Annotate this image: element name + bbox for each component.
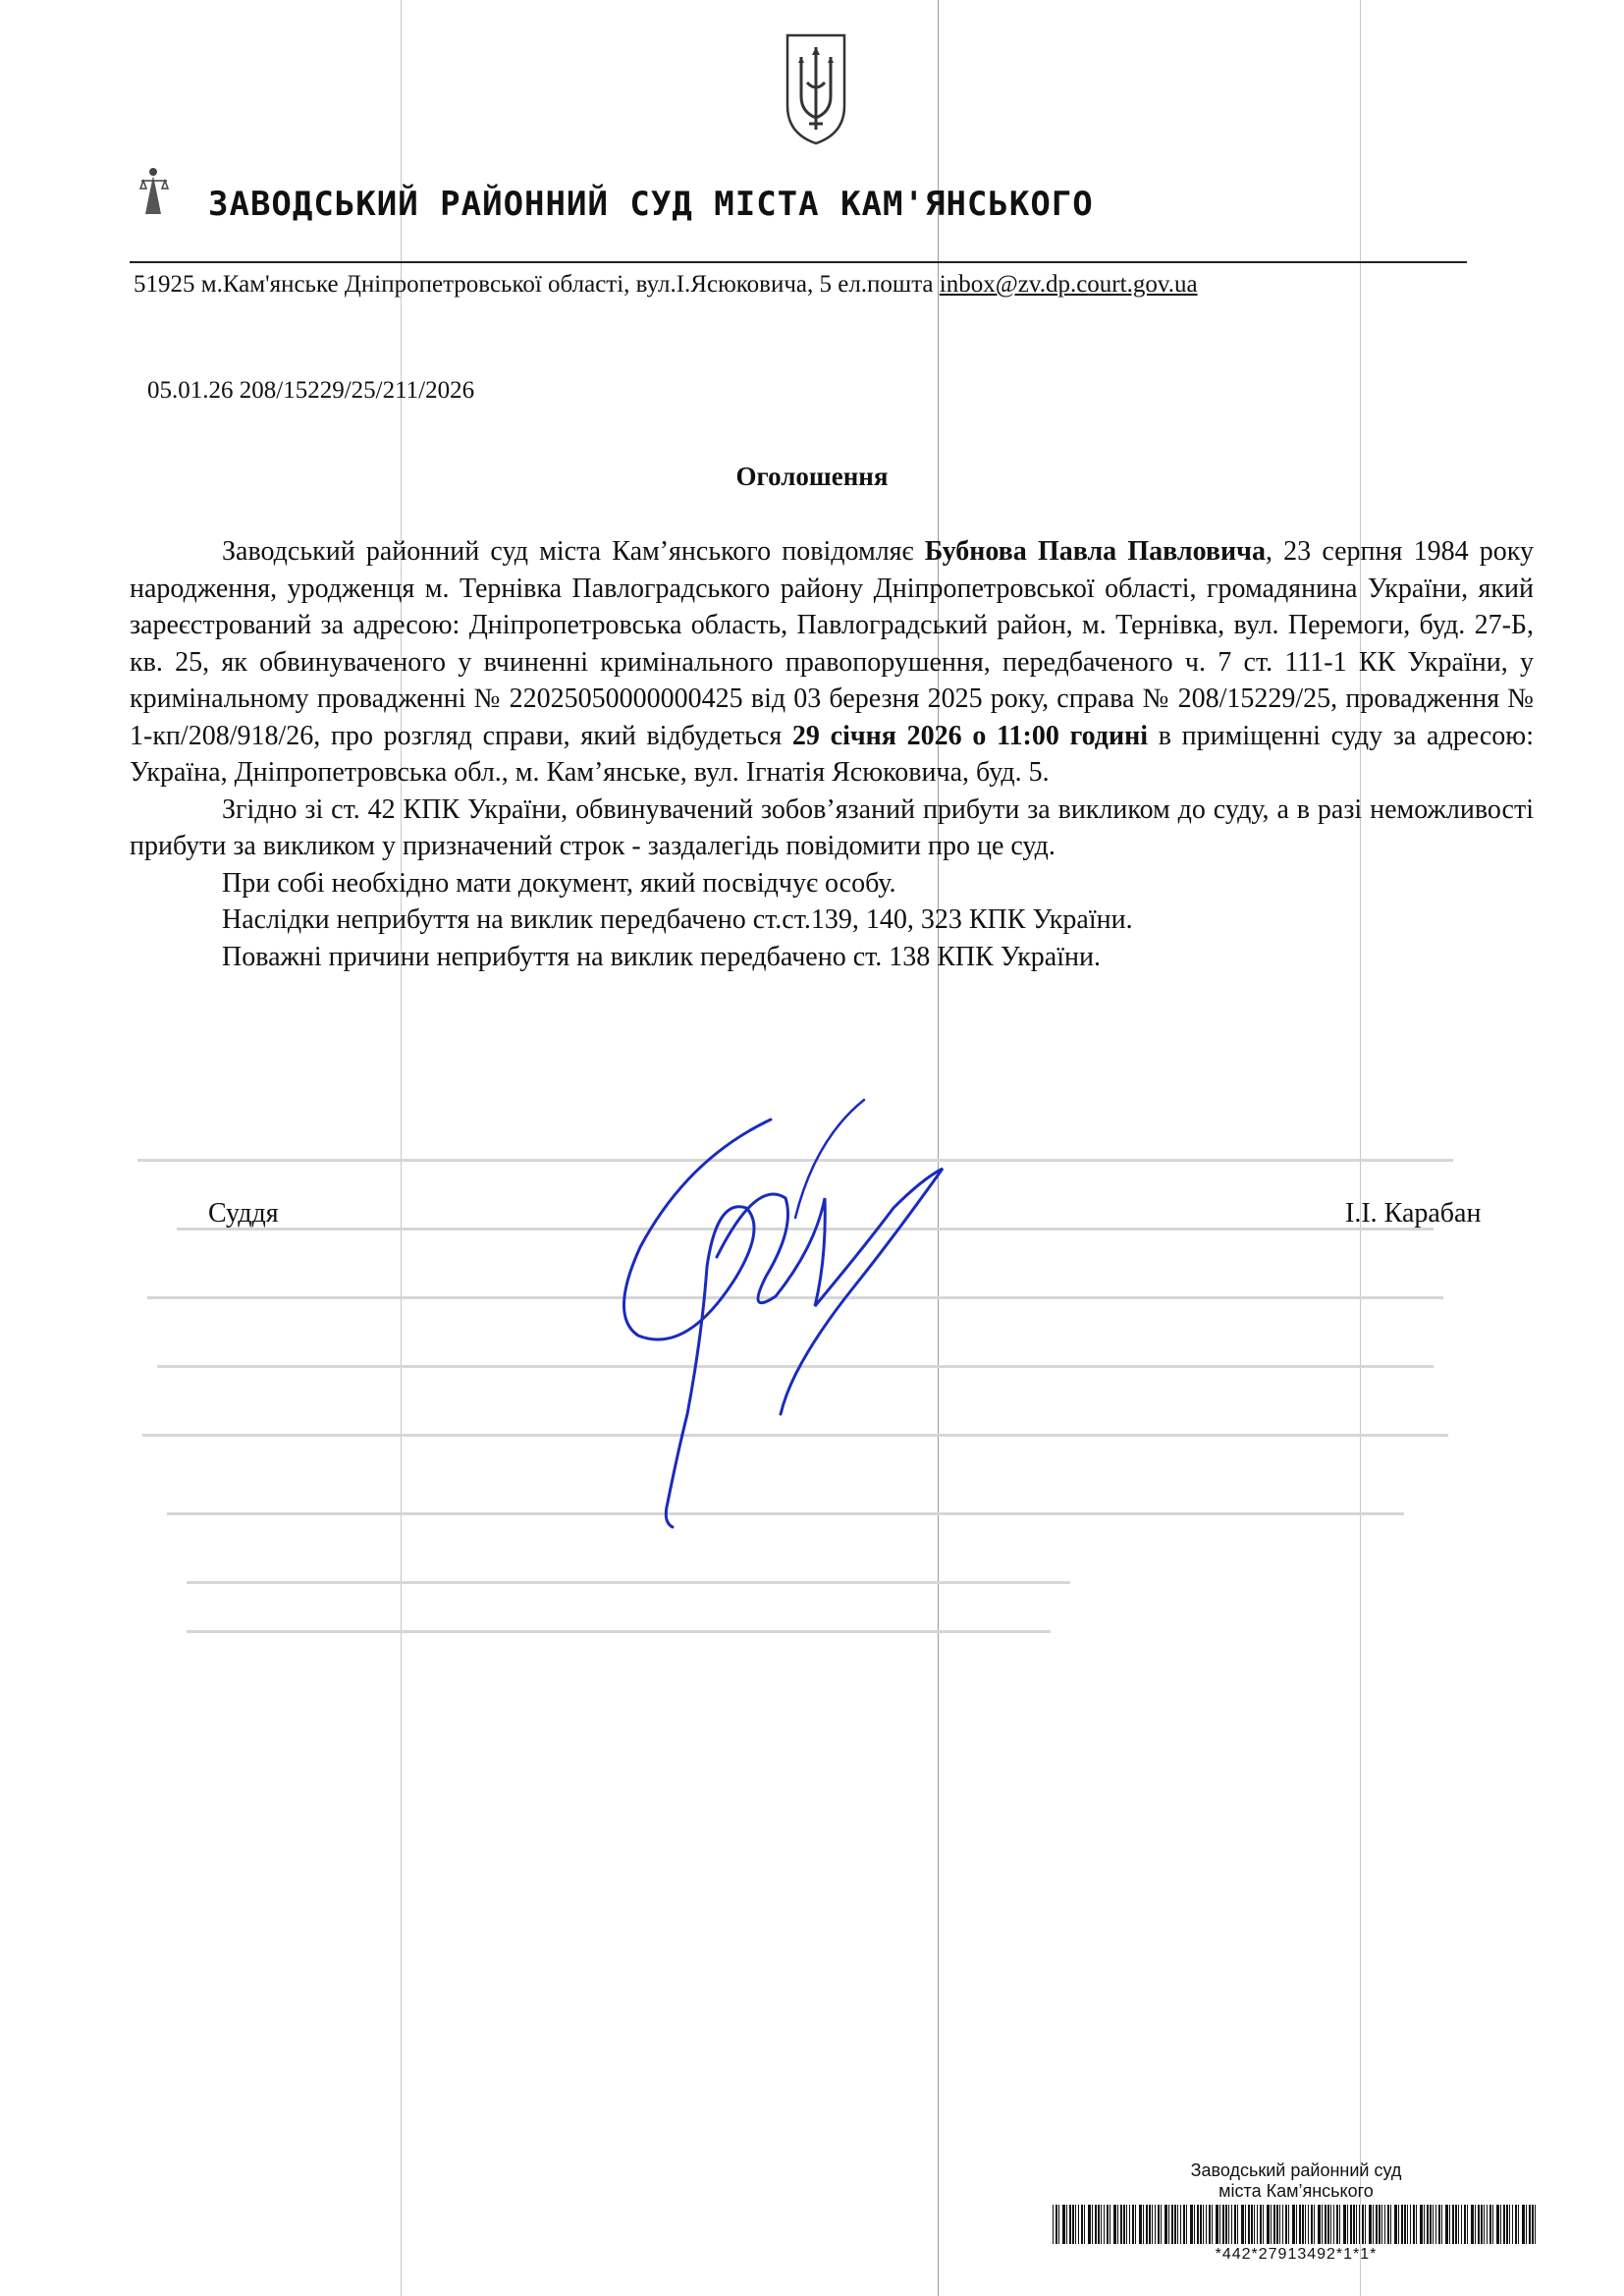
document-title: Оголошення xyxy=(735,462,889,491)
barcode-bar xyxy=(1183,2205,1185,2244)
barcode-bar xyxy=(1180,2205,1181,2244)
barcode-bar xyxy=(1228,2205,1229,2244)
barcode-bar xyxy=(1379,2205,1380,2244)
barcode-bar xyxy=(1168,2205,1169,2244)
barcode-bar xyxy=(1529,2205,1531,2244)
header-divider xyxy=(130,261,1467,263)
barcode-bar xyxy=(1231,2205,1232,2244)
registration-date: 05.01.26 xyxy=(147,377,234,404)
barcode-bar xyxy=(1219,2205,1220,2244)
barcode-bar xyxy=(1416,2205,1417,2244)
barcode-bar xyxy=(1104,2205,1105,2244)
barcode-bar xyxy=(1075,2205,1076,2244)
barcode-bar xyxy=(1458,2205,1459,2244)
barcode-bar xyxy=(1152,2205,1153,2244)
barcode-bar xyxy=(1143,2205,1144,2244)
barcode-bar xyxy=(1407,2205,1408,2244)
barcode-bar xyxy=(1478,2205,1480,2244)
barcode-bar xyxy=(1139,2205,1142,2244)
barcode-bar xyxy=(1308,2205,1309,2244)
barcode-bar xyxy=(1135,2205,1136,2244)
stamp-court-line-2: міста Кам’янського xyxy=(1218,2180,1374,2201)
barcode-bar xyxy=(1487,2205,1488,2244)
barcode-bar xyxy=(1288,2205,1289,2244)
barcode-bar xyxy=(1149,2205,1151,2244)
barcode-bar xyxy=(1053,2205,1054,2244)
barcode-bar xyxy=(1512,2205,1513,2244)
paragraph-id-document: При собі необхідно мати документ, який посвідчує особу. xyxy=(222,867,896,899)
barcode-bar xyxy=(1206,2205,1207,2244)
barcode-bar xyxy=(1296,2205,1297,2244)
barcode-bar xyxy=(1263,2205,1264,2244)
barcode-bar xyxy=(1197,2205,1199,2244)
barcode-bar xyxy=(1276,2205,1278,2244)
barcode-bar xyxy=(1146,2205,1148,2244)
barcode-bar xyxy=(1101,2205,1102,2244)
barcode-bar xyxy=(1365,2205,1366,2244)
address-text: 51925 м.Кам'янське Дніпропетровської області, вул.І.Ясюковича, 5 ел.пошта xyxy=(134,271,940,298)
barcode-bar xyxy=(1069,2205,1071,2244)
paragraph-consequences: Наслідки неприбуття на виклик передбачено ст.ст.139, 140, 323 КПК України. xyxy=(222,904,1133,936)
barcode-bar xyxy=(1245,2205,1246,2244)
barcode-bar xyxy=(1279,2205,1280,2244)
barcode-bar xyxy=(1299,2205,1301,2244)
barcode-bar xyxy=(1174,2205,1176,2244)
registration-line xyxy=(147,377,474,405)
barcode-bar xyxy=(1373,2205,1374,2244)
barcode-bar xyxy=(1200,2205,1202,2244)
barcode-bar xyxy=(1376,2205,1378,2244)
barcode-bar xyxy=(1492,2205,1493,2244)
barcode-bar xyxy=(1078,2205,1079,2244)
barcode-bar xyxy=(1084,2205,1085,2244)
barcode-bar xyxy=(1126,2205,1127,2244)
barcode-bar xyxy=(1271,2205,1272,2244)
barcode-bar xyxy=(1273,2205,1275,2244)
barcode-bar xyxy=(1171,2205,1173,2244)
summons-lead: Заводський районний суд міста Кам’янського повідомляє xyxy=(222,536,925,567)
barcode-bar xyxy=(1420,2205,1423,2244)
barcode-bar xyxy=(1260,2205,1262,2244)
barcode-bar xyxy=(1489,2205,1491,2244)
barcode-bar xyxy=(1212,2205,1213,2244)
barcode-bar xyxy=(1438,2205,1440,2244)
barcode-bar xyxy=(1194,2205,1195,2244)
barcode-bar xyxy=(1353,2205,1355,2244)
barcode-bar xyxy=(1257,2205,1258,2244)
barcode-bar xyxy=(1155,2205,1156,2244)
barcode-bar xyxy=(1098,2205,1100,2244)
hearing-location: в приміщенні суду за адресою: Україна, Дніпропетровська обл., м. Кам’янське, вул. Ігнатія Ясюковича, буд. 5. xyxy=(130,720,1534,789)
barcode-bar xyxy=(1347,2205,1348,2244)
barcode-bar xyxy=(1209,2205,1211,2244)
barcode-bar xyxy=(1526,2205,1527,2244)
barcode-bar xyxy=(1088,2205,1091,2244)
barcode-bar xyxy=(1107,2205,1109,2244)
barcode-bar xyxy=(1325,2205,1326,2244)
barcode-bar xyxy=(1203,2205,1204,2244)
barcode-bar xyxy=(1410,2205,1411,2244)
barcode-bar xyxy=(1475,2205,1476,2244)
hearing-datetime: 29 січня 2026 о 11:00 годині xyxy=(791,720,1148,751)
paragraph-summons xyxy=(130,533,1534,792)
barcode-bar xyxy=(1282,2205,1283,2244)
barcode-bar xyxy=(1481,2205,1483,2244)
barcode-bar xyxy=(1248,2205,1250,2244)
barcode-bar xyxy=(1292,2205,1295,2244)
barcode-bar xyxy=(1384,2205,1385,2244)
barcode-bar xyxy=(1161,2205,1162,2244)
paragraph-valid-reasons: Поважні причини неприбуття на виклик передбачено ст. 138 КПК України. xyxy=(222,941,1101,972)
barcode-bar xyxy=(1164,2205,1167,2244)
barcode-bar xyxy=(1186,2205,1187,2244)
barcode-bar xyxy=(1095,2205,1097,2244)
barcode-bar xyxy=(1123,2205,1125,2244)
barcode-bar xyxy=(1381,2205,1382,2244)
barcode-bar xyxy=(1445,2205,1448,2244)
barcode-bar xyxy=(1369,2205,1372,2244)
barcode-bar xyxy=(1254,2205,1255,2244)
barcode-bar xyxy=(1216,2205,1218,2244)
barcode-bar xyxy=(1464,2205,1466,2244)
themis-icon xyxy=(137,165,171,218)
registry-stamp xyxy=(1041,2160,1551,2264)
barcode-bar xyxy=(1518,2205,1519,2244)
barcode-bar xyxy=(1062,2205,1065,2244)
barcode-bar xyxy=(1267,2205,1270,2244)
barcode-bar xyxy=(1394,2205,1397,2244)
barcode-bar xyxy=(1322,2205,1323,2244)
barcode-bar xyxy=(1398,2205,1399,2244)
barcode-bar xyxy=(1461,2205,1462,2244)
barcode-bar xyxy=(1190,2205,1193,2244)
barcode-bar xyxy=(1401,2205,1403,2244)
stamp-court-line-1: Заводський районний суд xyxy=(1190,2160,1402,2180)
barcode-bar xyxy=(1441,2205,1442,2244)
registration-number: 208/15229/25/211/2026 xyxy=(239,377,475,404)
barcode-bar xyxy=(1222,2205,1224,2244)
signer-name: І.І. Карабан xyxy=(1345,1198,1482,1229)
barcode-bar xyxy=(1058,2205,1059,2244)
barcode-bar xyxy=(1241,2205,1244,2244)
barcode-bar xyxy=(1433,2205,1434,2244)
barcode-bar xyxy=(1413,2205,1415,2244)
barcode-bar xyxy=(1356,2205,1357,2244)
barcode-bar xyxy=(1506,2205,1508,2244)
barcode-bar xyxy=(1449,2205,1450,2244)
court-name: ЗАВОДСЬКИЙ РАЙОННИЙ СУД МІСТА КАМ'ЯНСЬКОГО xyxy=(208,185,1094,224)
barcode-bar xyxy=(1424,2205,1425,2244)
barcode-bar xyxy=(1251,2205,1253,2244)
accused-name: Бубнова Павла Павловича xyxy=(924,536,1266,567)
barcode-bar xyxy=(1305,2205,1306,2244)
barcode-bar xyxy=(1350,2205,1352,2244)
barcode-bar xyxy=(1311,2205,1313,2244)
barcode-bar xyxy=(1336,2205,1338,2244)
judge-signature xyxy=(569,1080,1001,1532)
barcode-bar xyxy=(1496,2205,1499,2244)
barcode-bar xyxy=(1515,2205,1517,2244)
barcode-bar xyxy=(1359,2205,1360,2244)
barcode-bar xyxy=(1177,2205,1178,2244)
barcode-bar xyxy=(1314,2205,1315,2244)
barcode-bar xyxy=(1387,2205,1389,2244)
barcode-bar xyxy=(1532,2205,1534,2244)
barcode-bar xyxy=(1467,2205,1468,2244)
announcement-body xyxy=(130,533,1534,975)
trident-emblem xyxy=(784,27,848,147)
barcode-bar xyxy=(1318,2205,1321,2244)
barcode-number: *442*27913492*1*1* xyxy=(1215,2246,1378,2264)
barcode-bar xyxy=(1522,2205,1525,2244)
barcode-bar xyxy=(1066,2205,1067,2244)
summons-details: , 23 серпня 1984 року народження, уродженця м. Тернівка Павлоградського району Дніпропетровської області, громадянина України, який зареєстрований за адресою: Дніпропетровська область, Павлоградський район, м. Тернівка, вул. Перемоги, буд. 27-Б, кв. 25, як обвинуваченого у вчиненні кримінального правопорушення, передбаченого ч. 7 ст. 111-1 КК України, у кримінальному провадженні № 22025050000000425 від 03 березня 2025 року, справа № 208/15229/25, провадження № 1-кп/208/918/26, про розгляд справи, який відбудеться xyxy=(130,536,1534,751)
barcode-bar xyxy=(1362,2205,1364,2244)
court-address xyxy=(134,271,1198,299)
barcode-bar xyxy=(1132,2205,1134,2244)
barcode-bar xyxy=(1435,2205,1436,2244)
signer-role: Суддя xyxy=(208,1198,279,1229)
barcode-bar xyxy=(1072,2205,1074,2244)
barcode-bar xyxy=(1117,2205,1118,2244)
barcode-bar xyxy=(1158,2205,1160,2244)
barcode-bar xyxy=(1120,2205,1122,2244)
court-email[interactable]: inbox@zv.dp.court.gov.ua xyxy=(939,271,1198,298)
barcode-bar xyxy=(1430,2205,1432,2244)
barcode-bar xyxy=(1404,2205,1406,2244)
barcode-bar xyxy=(1113,2205,1116,2244)
barcode-bar xyxy=(1452,2205,1454,2244)
barcode-bar xyxy=(1509,2205,1510,2244)
barcode-bar xyxy=(1092,2205,1093,2244)
paragraph-obligation: Згідно зі ст. 42 КПК України, обвинувачений зобов’язаний прибути за викликом до суду, а в разі неможливості прибути за викликом у призначений строк - заздалегідь повідомити про це суд. xyxy=(130,793,1534,862)
barcode-bar xyxy=(1330,2205,1331,2244)
barcode-bar xyxy=(1390,2205,1391,2244)
barcode xyxy=(1051,2205,1542,2244)
barcode-bar xyxy=(1327,2205,1329,2244)
barcode-bar xyxy=(1484,2205,1485,2244)
barcode-bar xyxy=(1339,2205,1340,2244)
barcode-bar xyxy=(1129,2205,1130,2244)
barcode-bar xyxy=(1500,2205,1501,2244)
barcode-bar xyxy=(1056,2205,1057,2244)
barcode-bar xyxy=(1427,2205,1429,2244)
barcode-bar xyxy=(1285,2205,1287,2244)
barcode-bar xyxy=(1333,2205,1334,2244)
barcode-bar xyxy=(1471,2205,1474,2244)
barcode-bar xyxy=(1535,2205,1536,2244)
barcode-bar xyxy=(1503,2205,1505,2244)
barcode-bar xyxy=(1237,2205,1238,2244)
barcode-bar xyxy=(1234,2205,1236,2244)
barcode-bar xyxy=(1081,2205,1083,2244)
barcode-bar xyxy=(1302,2205,1304,2244)
barcode-bar xyxy=(1225,2205,1227,2244)
barcode-bar xyxy=(1343,2205,1346,2244)
barcode-bar xyxy=(1455,2205,1457,2244)
